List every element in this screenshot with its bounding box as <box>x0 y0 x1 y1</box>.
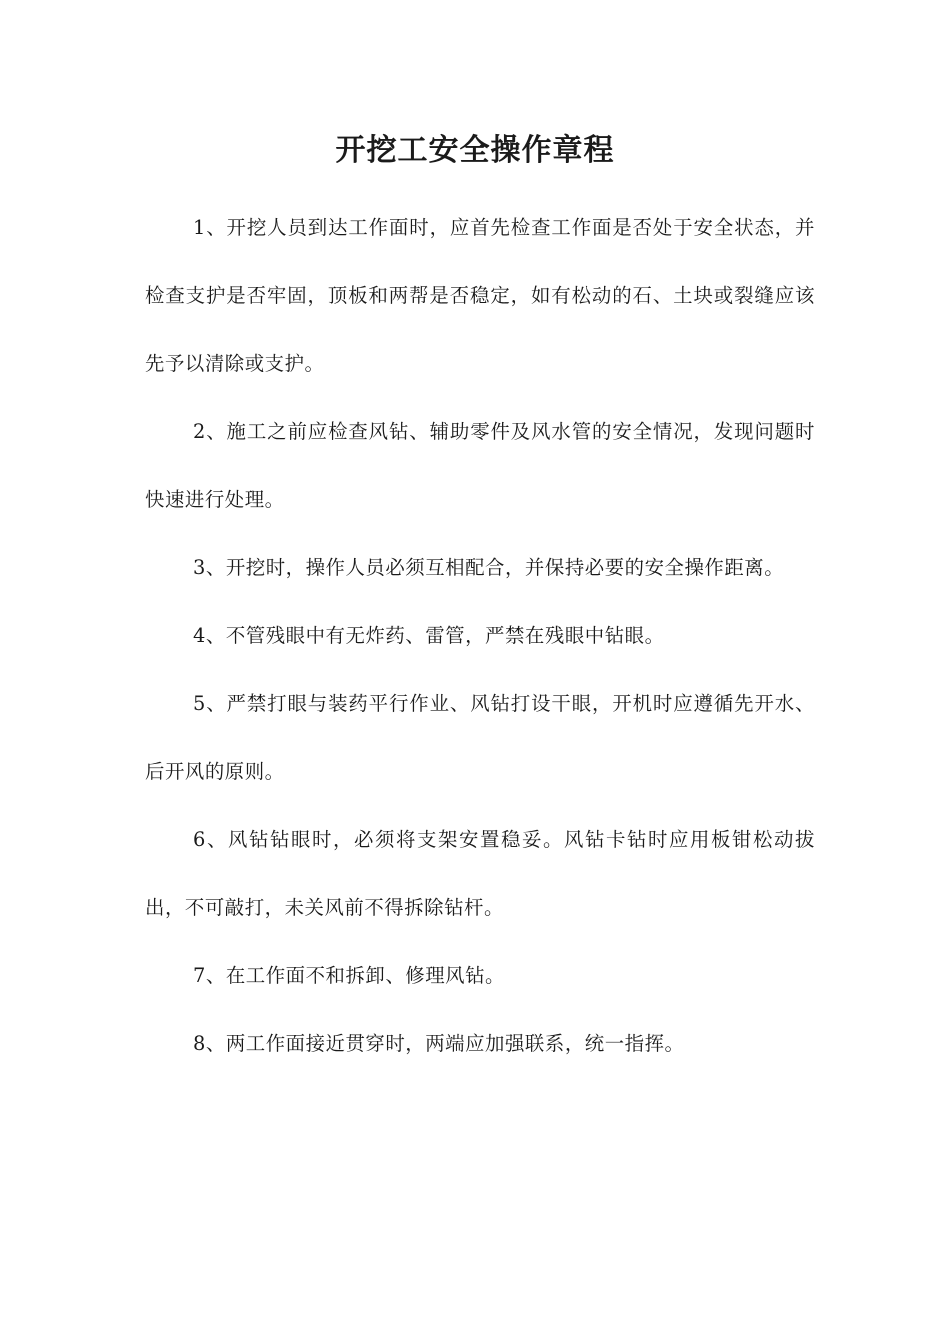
paragraph-1: 1、开挖人员到达工作面时，应首先检查工作面是否处于安全状态，并检查支护是否牢固，顶板和两帮是否稳定，如有松动的石、土块或裂缝应该先予以清除或支护。 <box>145 216 815 375</box>
paragraph-2: 2、施工之前应检查风钻、辅助零件及风水管的安全情况，发现问题时快速进行处理。 <box>145 420 815 511</box>
paragraph-6: 6、风钻钻眼时，必须将支架安置稳妥。风钻卡钻时应用板钳松动拔出，不可敲打，未关风前不得拆除钻杆。 <box>145 828 815 919</box>
document-body <box>145 194 815 1078</box>
document-title: 开挖工安全操作章程 <box>335 133 615 168</box>
paragraph-4: 4、不管残眼中有无炸药、雷管，严禁在残眼中钻眼。 <box>193 624 665 647</box>
paragraph-3: 3、开挖时，操作人员必须互相配合，并保持必要的安全操作距离。 <box>193 556 785 579</box>
paragraph-5: 5、严禁打眼与装药平行作业、风钻打设干眼，开机时应遵循先开水、后开风的原则。 <box>145 692 815 783</box>
paragraph-8: 8、两工作面接近贯穿时，两端应加强联系，统一指挥。 <box>193 1032 685 1055</box>
paragraph-7: 7、在工作面不和拆卸、修理风钻。 <box>193 964 505 987</box>
